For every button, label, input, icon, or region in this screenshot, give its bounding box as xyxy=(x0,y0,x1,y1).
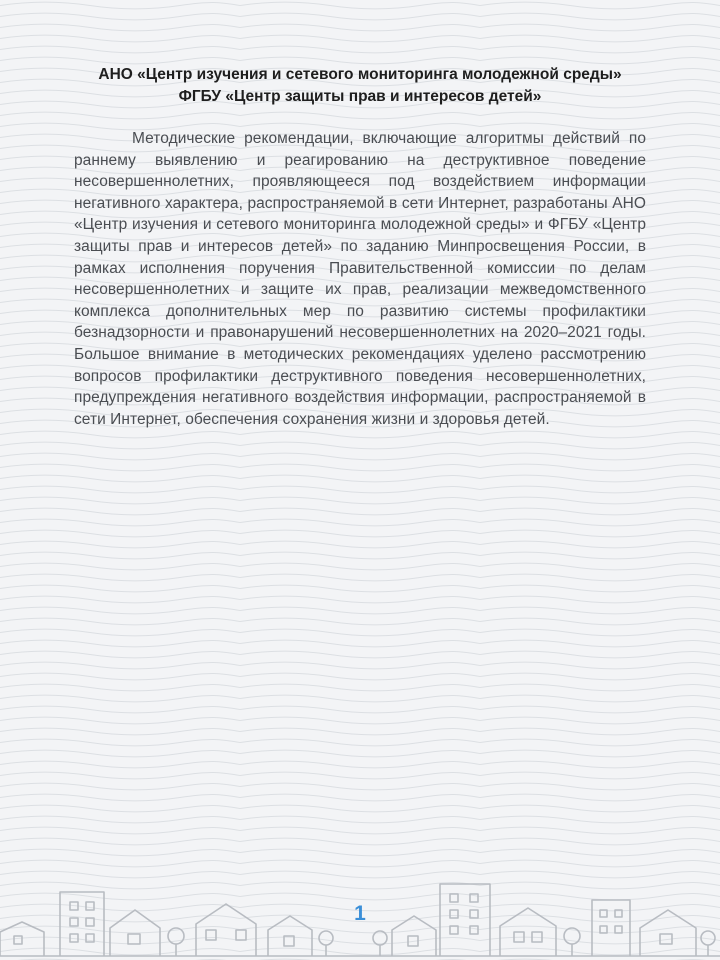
document-page xyxy=(74,64,646,430)
page-number: 1 xyxy=(354,902,366,925)
body-paragraph: Методические рекомендации, включающие алгоритмы действий по раннему выявлению и реагированию на деструктивное поведение несовершеннолетних, проявляющееся под воздействием информации негативного характера, распространяемой в сети Интернет, разработаны АНО «Центр изучения и сетевого мониторинга молодежной среды» и ФГБУ «Центр защиты прав и интересов детей» по заданию Минпросвещения России, в рамках исполнения поручения Правительственной комиссии по делам несовершеннолетних и защите их прав, реализации межведомственного комплекса дополнительных мер по развитию системы профилактики безнадзорности и правонарушений несовершеннолетних на 2020–2021 годы. Большое внимание в методических рекомендациях уделено рассмотрению вопросов профилактики деструктивного поведения несовершеннолетних, предупреждения негативного воздействия информации, распространяемой в сети Интернет, обеспечения сохранения жизни и здоровья детей. xyxy=(74,130,646,428)
document-heading xyxy=(74,64,646,108)
heading-line-organization-1: АНО «Центр изучения и сетевого мониторинга молодежной среды» xyxy=(98,66,622,83)
heading-line-organization-2: ФГБУ «Центр защиты прав и интересов детей» xyxy=(178,88,542,105)
